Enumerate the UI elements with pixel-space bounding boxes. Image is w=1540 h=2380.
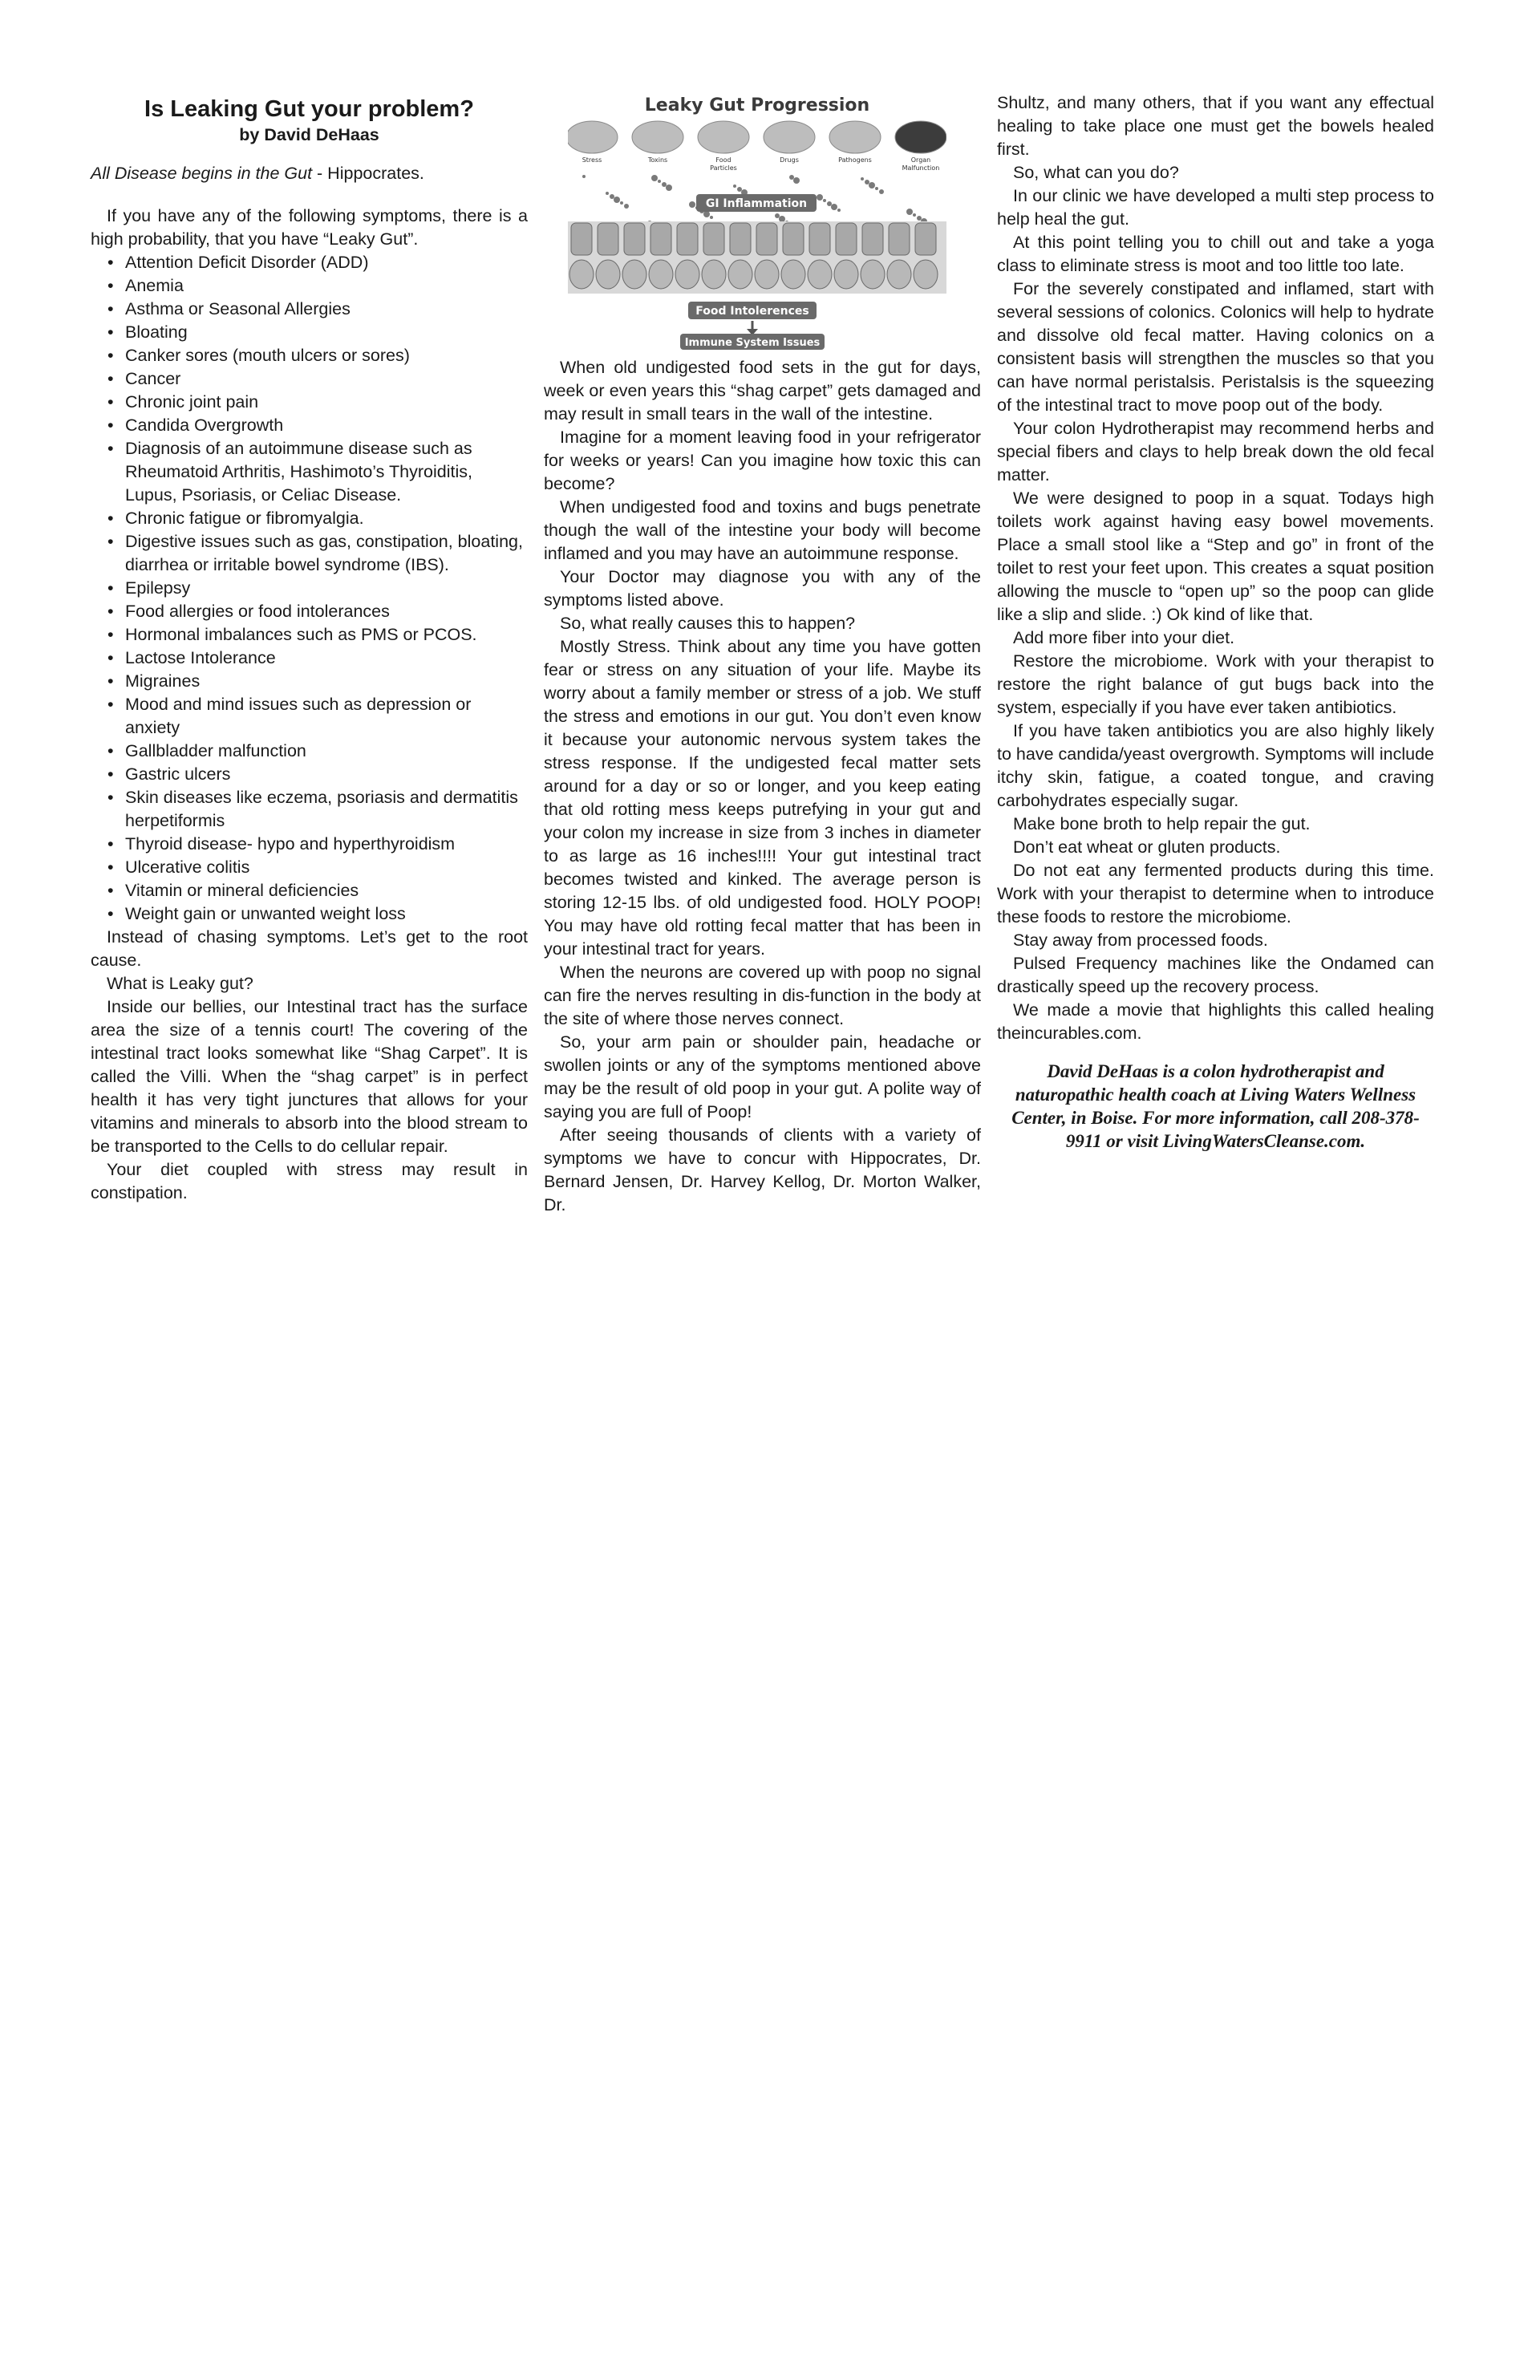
villus <box>650 223 671 255</box>
villus <box>571 223 592 255</box>
symptom-item <box>91 321 528 344</box>
particle <box>710 216 713 219</box>
villus <box>703 223 724 255</box>
villus <box>862 223 883 255</box>
cause-icon <box>764 121 815 153</box>
paragraph: Inside our bellies, our Intestinal tract has the surface area the size of a tennis court! The covering of the intestinal tract looks somewhat like “Shag Carpet”. It is called the Villi. When the “shag carpet” is in perfect health it has very tight junctures that allows for your vitamins and minerals to absorb into the blood stream to be transported to the Cells to do cellular repair. <box>91 997 528 1156</box>
villus <box>730 223 751 255</box>
paragraph: Your Doctor may diagnose you with any of the symptoms listed above. <box>544 567 981 610</box>
cell <box>887 260 911 289</box>
particle <box>906 209 913 215</box>
paragraph: In our clinic we have developed a multi step process to help heal the gut. <box>997 186 1434 229</box>
symptom-item <box>91 670 528 693</box>
symptom-item <box>91 902 528 926</box>
particle <box>624 204 629 209</box>
bullet-icon: • <box>107 695 114 714</box>
symptom-item <box>91 740 528 763</box>
col3-paragraphs <box>997 161 1434 1045</box>
villus <box>756 223 777 255</box>
symptom-text: Attention Deficit Disorder (ADD) <box>125 253 369 272</box>
villus <box>889 223 910 255</box>
col3-continuation: Shultz, and many others, that if you want any effectual healing to take place one must get the bowels healed first. <box>997 93 1434 159</box>
column-1 <box>91 91 528 1205</box>
bullet-icon: • <box>107 253 114 272</box>
bullet-icon: • <box>107 276 114 295</box>
particle <box>837 209 841 212</box>
particle <box>865 180 869 184</box>
cause-label: Particles <box>710 164 737 172</box>
particle <box>869 182 875 189</box>
symptom-text: Ulcerative colitis <box>125 858 250 877</box>
gi-inflammation-label: GI Inflammation <box>705 197 808 210</box>
particle <box>662 182 667 187</box>
symptom-item <box>91 414 528 437</box>
symptom-item <box>91 437 528 507</box>
immune-system-label: Immune System Issues <box>684 337 821 349</box>
particle <box>689 201 695 208</box>
particle <box>793 177 800 184</box>
symptom-text: Cancer <box>125 369 181 388</box>
paragraph: Your colon Hydrotherapist may recommend herbs and special fibers and clays to help break down the old fecal matter. <box>997 419 1434 485</box>
leaky-gut-figure <box>568 93 946 351</box>
bullet-icon: • <box>107 392 114 412</box>
symptom-item <box>91 600 528 623</box>
bullet-icon: • <box>107 858 114 877</box>
cause-icon <box>829 121 881 153</box>
byline: by David DeHaas <box>239 125 379 144</box>
cause-label: Pathogens <box>838 156 872 164</box>
particle <box>666 184 672 191</box>
paragraph: After seeing thousands of clients with a variety of symptoms we have to concur with Hippocrates, Dr. Bernard Jensen, Dr. Harvey Kellog, Dr. Morton Walker, Dr. <box>544 1125 981 1214</box>
symptom-item <box>91 344 528 367</box>
particle <box>733 184 736 188</box>
symptom-text: Asthma or Seasonal Allergies <box>125 299 351 318</box>
paragraph: We made a movie that highlights this called healing theincurables.com. <box>997 1000 1434 1043</box>
particle <box>823 199 826 202</box>
symptom-text: Hormonal imbalances such as PMS or PCOS. <box>125 625 477 644</box>
paragraph: Do not eat any fermented products during this time. Work with your therapist to determine when to introduce these foods to restore the microbiome. <box>997 861 1434 926</box>
quote-text: All Disease begins in the Gut <box>91 164 313 183</box>
symptom-text: Migraines <box>125 671 201 691</box>
cell <box>834 260 858 289</box>
bullet-icon: • <box>107 532 114 551</box>
symptom-text: Gallbladder malfunction <box>125 741 306 760</box>
paragraph: So, your arm pain or shoulder pain, headache or swollen joints or any of the symptoms mentioned above may be the result of old poop in your gut. A polite way of saying you are full of Poop! <box>544 1032 981 1121</box>
bullet-icon: • <box>107 602 114 621</box>
symptom-item <box>91 530 528 577</box>
paragraph: We were designed to poop in a squat. Todays high toilets work against having easy bowel movements. Place a small stool like a “Step and go” in front of the toilet to rest your feet upon. This creates a squat position allowing the muscle to “open up” so the poop can glide like a slip and slide. :) Ok kind of like that. <box>997 489 1434 624</box>
symptom-item <box>91 693 528 740</box>
particle <box>861 177 864 180</box>
symptom-item <box>91 577 528 600</box>
symptom-item <box>91 623 528 647</box>
villus <box>677 223 698 255</box>
symptom-item <box>91 367 528 391</box>
symptom-text: Weight gain or unwanted weight loss <box>125 904 406 923</box>
bullet-icon: • <box>107 788 114 807</box>
bullet-icon: • <box>107 834 114 853</box>
cause-label: Malfunction <box>902 164 940 172</box>
symptom-item <box>91 391 528 414</box>
cell <box>755 260 779 289</box>
symptom-item <box>91 507 528 530</box>
symptom-text: Diagnosis of an autoimmune disease such as Rheumatoid Arthritis, Hashimoto’s Thyroiditis, Lupus, Psoriasis, or Celiac Disease. <box>125 439 472 505</box>
symptom-text: Mood and mind issues such as depression or anxiety <box>125 695 472 737</box>
paragraph: Stay away from processed foods. <box>1013 931 1268 950</box>
figure-title: Leaky Gut Progression <box>644 95 870 116</box>
paragraph: Instead of chasing symptoms. Let’s get to the root cause. <box>91 927 528 970</box>
col1-paragraphs <box>91 926 528 1205</box>
particle <box>620 201 623 205</box>
paragraph: Pulsed Frequency machines like the Ondamed can drastically speed up the recovery process. <box>997 954 1434 996</box>
particle <box>831 204 837 210</box>
symptom-item <box>91 274 528 298</box>
particle <box>606 192 609 195</box>
villus <box>598 223 618 255</box>
particle <box>817 194 823 201</box>
cause-label: Organ <box>910 156 931 164</box>
symptom-text: Anemia <box>125 276 184 295</box>
symptom-text: Gastric ulcers <box>125 764 231 784</box>
bullet-icon: • <box>107 578 114 598</box>
particle <box>875 187 878 190</box>
particle <box>913 213 916 217</box>
bullet-icon: • <box>107 648 114 667</box>
symptom-text: Thyroid disease- hypo and hyperthyroidism <box>125 834 456 853</box>
author-bio: David DeHaas is a colon hydrotherapist and naturopathic health coach at Living Waters Wellness Center, in Boise. For more information, call 208-378-9911 or visit LivingWatersCleanse.com. <box>1011 1061 1420 1151</box>
cell <box>622 260 646 289</box>
cell <box>702 260 726 289</box>
symptom-text: Canker sores (mouth ulcers or sores) <box>125 346 410 365</box>
villus <box>809 223 830 255</box>
bullet-icon: • <box>107 346 114 365</box>
cause-label: Drugs <box>780 156 799 164</box>
particle <box>582 175 586 178</box>
cell <box>649 260 673 289</box>
symptom-item <box>91 298 528 321</box>
cause-icon <box>698 121 749 153</box>
bullet-icon: • <box>107 416 114 435</box>
column-2 <box>544 356 981 1217</box>
cell <box>728 260 752 289</box>
symptom-item <box>91 833 528 856</box>
villus <box>624 223 645 255</box>
paragraph: At this point telling you to chill out and take a yoga class to eliminate stress is moot and too little too late. <box>997 233 1434 275</box>
particle <box>775 213 780 218</box>
symptom-item <box>91 647 528 670</box>
symptom-text: Food allergies or food intolerances <box>125 602 390 621</box>
particle <box>789 175 794 180</box>
bullet-icon: • <box>107 881 114 900</box>
food-intolerance-label: Food Intolerences <box>695 305 809 318</box>
paragraph: So, what can you do? <box>1013 163 1179 182</box>
paragraph: Restore the microbiome. Work with your therapist to restore the right balance of gut bugs back into the system, especially if you have ever taken antibiotics. <box>997 651 1434 717</box>
paragraph: When old undigested food sets in the gut for days, week or even years this “shag carpet” gets damaged and may result in small tears in the wall of the intestine. <box>544 358 981 424</box>
paragraph: Don’t eat wheat or gluten products. <box>1013 837 1281 857</box>
cause-icon <box>895 121 946 153</box>
bullet-icon: • <box>107 369 114 388</box>
paragraph: So, what really causes this to happen? <box>560 614 856 633</box>
bullet-icon: • <box>107 625 114 644</box>
symptom-text: Vitamin or mineral deficiencies <box>125 881 359 900</box>
bullet-icon: • <box>107 299 114 318</box>
particle <box>703 211 710 217</box>
cause-label: Toxins <box>647 156 668 164</box>
paragraph: Make bone broth to help repair the gut. <box>1013 814 1311 833</box>
villus <box>783 223 804 255</box>
intro-paragraph: If you have any of the following symptoms, there is a high probability, that you have “Leaky Gut”. <box>91 206 528 249</box>
cell <box>914 260 938 289</box>
paragraph: What is Leaky gut? <box>107 974 253 993</box>
symptom-text: Digestive issues such as gas, constipation, bloating, diarrhea or irritable bowel syndrome (IBS). <box>125 532 523 574</box>
paragraph: When the neurons are covered up with poop no signal can fire the nerves resulting in dis-function in the body at the site of where those nerves connect. <box>544 963 981 1028</box>
cause-label: Food <box>715 156 732 164</box>
symptom-item <box>91 856 528 879</box>
symptom-text: Skin diseases like eczema, psoriasis and dermatitis herpetiformis <box>125 788 518 830</box>
cause-icon <box>632 121 683 153</box>
symptom-list <box>91 251 528 926</box>
particle <box>614 197 620 203</box>
paragraph: For the severely constipated and inflamed, start with several sessions of colonics. Colonics will help to hydrate and dissolve old fecal matter. Having colonics on a consistent basis will strengthen the muscles so that you can have normal peristalsis. Peristalsis is the squeezing of the intestinal tract to move poop out of the body. <box>997 279 1434 415</box>
cell <box>781 260 805 289</box>
bullet-icon: • <box>107 439 114 458</box>
cell <box>596 260 620 289</box>
cell <box>675 260 699 289</box>
symptom-item <box>91 879 528 902</box>
symptom-text: Candida Overgrowth <box>125 416 284 435</box>
symptom-item <box>91 251 528 274</box>
paragraph: Imagine for a moment leaving food in your refrigerator for weeks or years! Can you imagine how toxic this can become? <box>544 428 981 493</box>
paragraph: Your diet coupled with stress may result in constipation. <box>91 1160 528 1202</box>
particle <box>651 175 658 181</box>
cause-label: Stress <box>582 156 602 164</box>
cause-icons <box>568 121 946 172</box>
paragraph: Mostly Stress. Think about any time you have gotten fear or stress on any situation of your life. Maybe its worry about a family member or stress of a job. We stuff the stress and emotions in our gut. You don’t even know it because your autonomic nervous system takes the stress response. If the undigested fecal matter sets around for a day or so or longer, and you keep eating that old rotting mess keeps putrefying in your gut and your colon my increase in size from 3 inches in diameter to as large as 16 inches!!!! Your gut intestinal tract becomes twisted and kinked. The average person is storing 12-15 lbs. of old undigested food. HOLY POOP! You may have old rotting fecal matter that has been in your intestinal tract for years. <box>544 637 981 959</box>
bullet-icon: • <box>107 671 114 691</box>
symptom-text: Lactose Intolerance <box>125 648 276 667</box>
particle <box>610 194 614 199</box>
column-3 <box>997 91 1434 1153</box>
particle <box>879 189 884 194</box>
symptom-text: Bloating <box>125 322 188 342</box>
cause-icon <box>568 121 618 153</box>
symptom-item <box>91 763 528 786</box>
article-title: Is Leaking Gut your problem? <box>144 96 474 122</box>
intestinal-villi <box>568 221 946 294</box>
paragraph: When undigested food and toxins and bugs penetrate though the wall of the intestine your body will become inflamed and you may have an autoimmune response. <box>544 497 981 563</box>
particle <box>737 187 742 192</box>
quote-author: - Hippocrates. <box>312 164 424 183</box>
bullet-icon: • <box>107 741 114 760</box>
symptom-text: Epilepsy <box>125 578 191 598</box>
hippocrates-quote <box>91 162 528 185</box>
bullet-icon: • <box>107 322 114 342</box>
bullet-icon: • <box>107 764 114 784</box>
villus <box>915 223 936 255</box>
cell <box>569 260 594 289</box>
particle <box>827 201 832 206</box>
col2-paragraphs <box>544 356 981 1217</box>
particle <box>779 216 785 222</box>
cell <box>861 260 885 289</box>
particle <box>917 216 922 221</box>
cell <box>808 260 832 289</box>
symptom-item <box>91 786 528 833</box>
bullet-icon: • <box>107 509 114 528</box>
symptom-text: Chronic joint pain <box>125 392 259 412</box>
particle <box>658 180 661 183</box>
symptom-text: Chronic fatigue or fibromyalgia. <box>125 509 364 528</box>
villus <box>836 223 857 255</box>
bullet-icon: • <box>107 904 114 923</box>
paragraph: If you have taken antibiotics you are also highly likely to have candida/yeast overgrowth. Symptoms will include itchy skin, fatigue, a coated tongue, and craving carbohydrates especially sugar. <box>997 721 1434 810</box>
paragraph: Add more fiber into your diet. <box>1013 628 1235 647</box>
